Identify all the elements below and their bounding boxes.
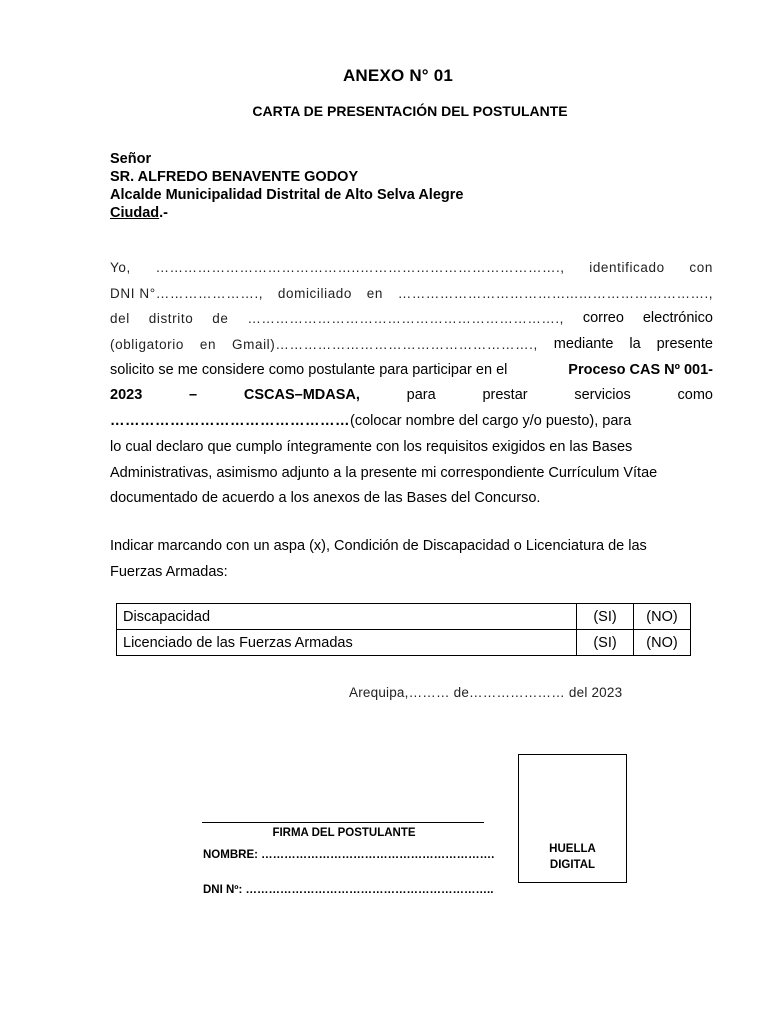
- table-row: [117, 604, 691, 630]
- addressee-salutation: Señor: [110, 151, 152, 167]
- signature-name-field: [203, 846, 495, 864]
- signature-dni-label: DNI Nº:: [203, 884, 243, 896]
- signature-dni-field: [203, 881, 494, 899]
- body-text: distrito: [148, 311, 194, 327]
- email-blank: Gmail)……………………………………………….,: [232, 337, 538, 353]
- body-text: (obligatorio: [110, 337, 184, 353]
- option-no[interactable]: (NO): [634, 630, 691, 656]
- condition-label: Licenciado de las Fuerzas Armadas: [117, 630, 577, 656]
- body-line-8: [110, 435, 713, 461]
- body-text: identificado: [589, 260, 665, 275]
- signature-name-label: NOMBRE:: [203, 849, 258, 861]
- addressee-city-suffix: .-: [159, 205, 168, 221]
- body-text: Fuerzas Armadas:: [110, 563, 228, 580]
- signature-block: [203, 824, 495, 899]
- body-line-9: [110, 461, 713, 487]
- option-no[interactable]: (NO): [634, 604, 691, 630]
- body-text: prestar: [482, 387, 528, 404]
- addressee-city: [110, 204, 463, 222]
- indicate-instructions: [110, 534, 733, 585]
- body-line-10: [110, 486, 713, 512]
- dni-blank: DNI N°………………….,: [110, 285, 264, 301]
- address-blank: ………………………………...……………………….,: [397, 285, 713, 301]
- indicate-line-1: [110, 534, 733, 560]
- body-text: Administrativas, asimismo adjunto a la presente mi correspondiente Currículum Vítae: [110, 464, 658, 481]
- signature-title: FIRMA DEL POSTULANTE: [272, 827, 416, 839]
- body-text: como: [677, 387, 713, 404]
- body-line-4: [110, 332, 713, 358]
- body-text: Indicar marcando con un aspa (x), Condición de Discapacidad o Licenciatura de las: [110, 538, 647, 554]
- body-text: de: [212, 311, 229, 327]
- addressee-position: Alcalde Municipalidad Distrital de Alto Selva Alegre: [110, 187, 464, 203]
- conditions-table: [116, 603, 691, 656]
- process-dash: –: [189, 387, 198, 404]
- condition-label: Discapacidad: [117, 604, 577, 630]
- body-text: lo cual declaro que cumplo íntegramente con los requisitos exigidos en las Bases: [110, 438, 633, 455]
- body-text: Yo,: [110, 260, 131, 275]
- fingerprint-label-line-2: DIGITAL: [549, 859, 596, 871]
- body-line-3: [110, 306, 713, 332]
- addressee-block: [110, 150, 463, 222]
- signature-dni-blank: ………………………………………………………..: [245, 884, 494, 896]
- body-text: electrónico: [642, 310, 713, 327]
- body-text: del: [110, 311, 130, 327]
- body-text: presente: [656, 336, 713, 353]
- body-line-5: [110, 358, 713, 384]
- body-text: en: [366, 285, 383, 301]
- body-text: solicito se me considere como postulante para participar en el: [110, 361, 508, 378]
- option-yes[interactable]: (SI): [577, 604, 634, 630]
- place-date: Arequipa,……… de………………… del 2023: [349, 685, 623, 700]
- letter-body: [110, 255, 713, 512]
- option-yes[interactable]: (SI): [577, 630, 634, 656]
- body-text: (colocar nombre del cargo y/o puesto), para: [350, 413, 632, 430]
- page-subtitle: CARTA DE PRESENTACIÓN DEL POSTULANTE: [252, 103, 568, 119]
- body-text: correo: [582, 310, 624, 327]
- page-title: ANEXO N° 01: [342, 66, 454, 85]
- position-blank: …………………………………………: [110, 413, 350, 430]
- addressee-city-label: Ciudad: [110, 205, 160, 221]
- fingerprint-label-line-1: HUELLA: [549, 843, 596, 855]
- body-text: para: [406, 387, 436, 404]
- body-text: documentado de acuerdo a los anexos de las Bases del Concurso.: [110, 490, 541, 507]
- fingerprint-label: [519, 841, 626, 873]
- district-blank: ………………………………………………………….,: [247, 311, 564, 327]
- body-text: mediante: [553, 336, 614, 353]
- body-line-1: [110, 255, 713, 281]
- indicate-line-2: [110, 560, 733, 586]
- body-text: con: [689, 260, 713, 275]
- signature-line: [202, 822, 484, 823]
- name-blank: ……………………………………..…………………………………….,: [155, 260, 565, 275]
- process-reference: Proceso CAS Nº 001-: [568, 361, 713, 378]
- table-row: [117, 630, 691, 656]
- body-line-2: [110, 281, 713, 307]
- body-text: en: [199, 337, 217, 353]
- body-text: la: [629, 336, 641, 353]
- body-text: domiciliado: [277, 285, 353, 301]
- signature-name-blank: …………………………………………………….: [261, 849, 495, 861]
- body-text: servicios: [574, 387, 631, 404]
- process-year: 2023: [110, 387, 143, 404]
- body-line-7: [110, 409, 713, 435]
- addressee-name: SR. ALFREDO BENAVENTE GODOY: [110, 169, 359, 185]
- body-line-6: [110, 383, 713, 409]
- process-code: CSCAS–MDASA,: [243, 387, 360, 404]
- fingerprint-box: [518, 754, 627, 883]
